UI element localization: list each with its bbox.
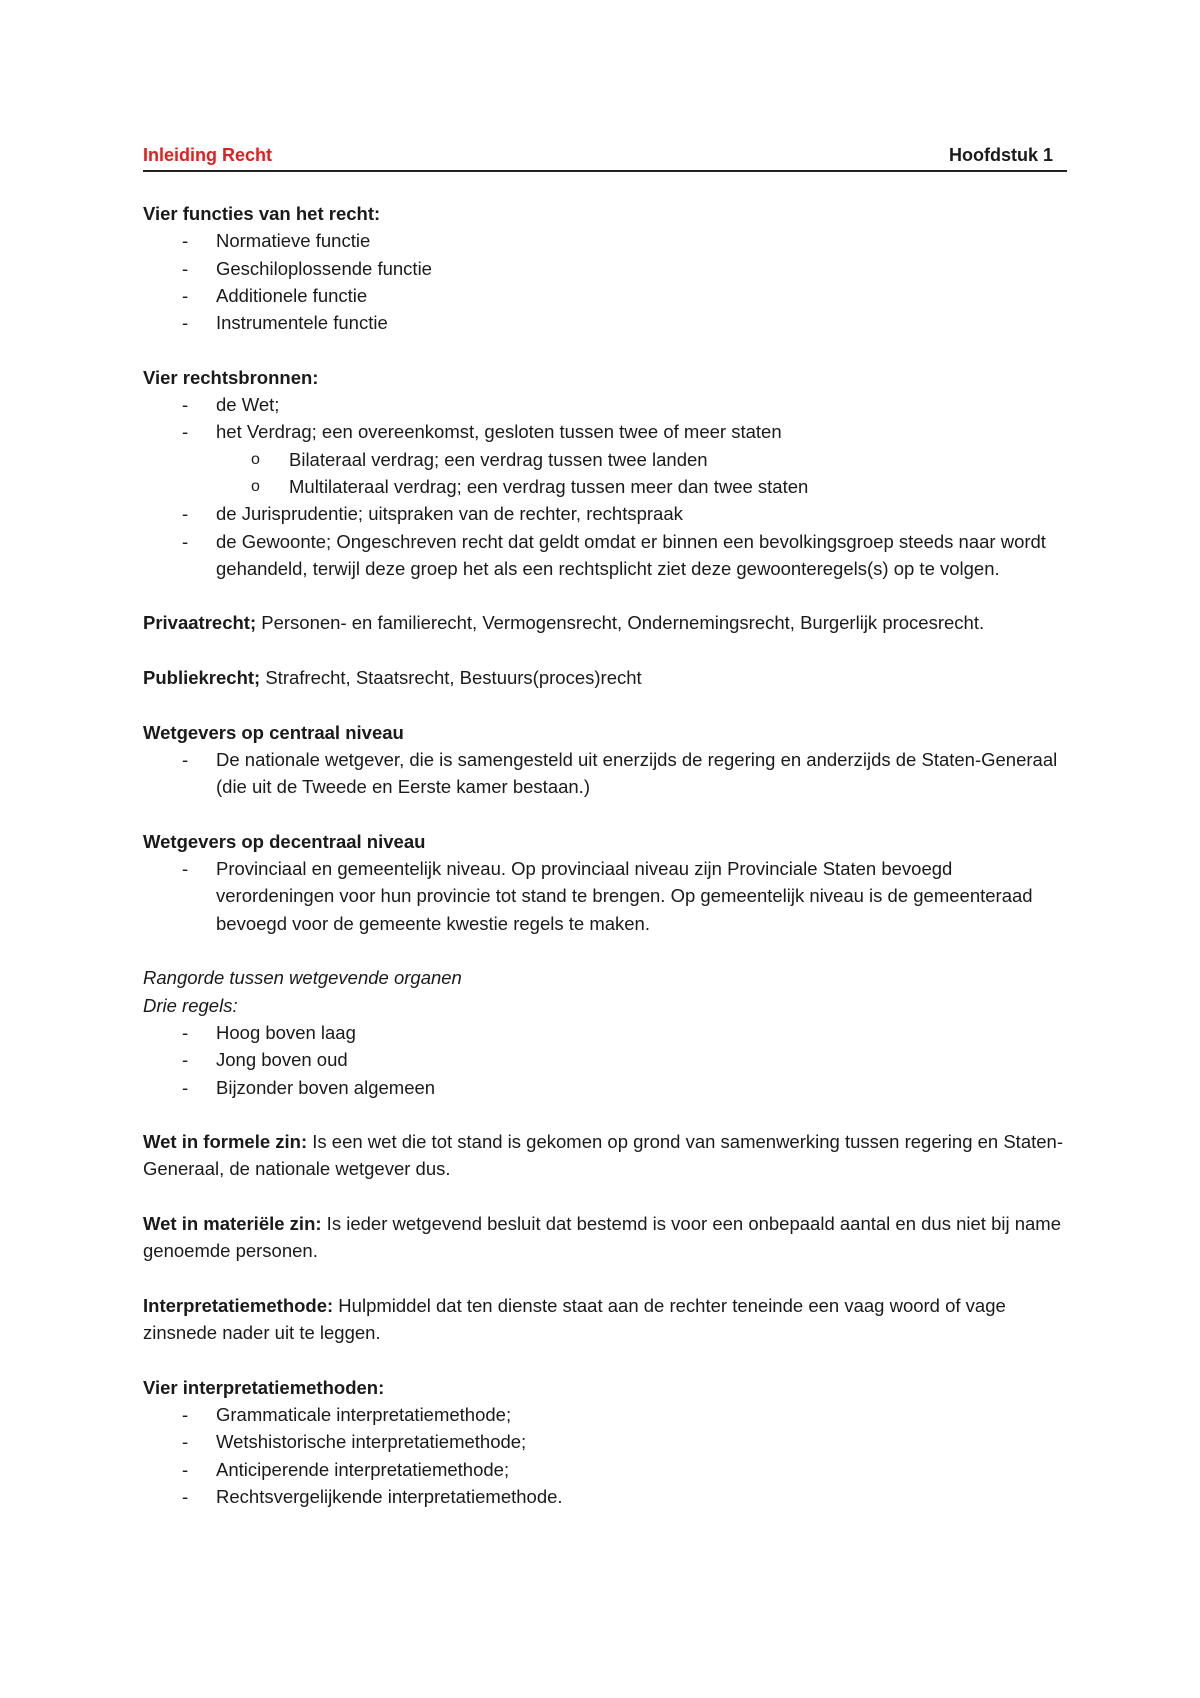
list-item: - Hoog boven laag: [143, 1019, 1067, 1046]
term-label: Wet in materiële zin:: [143, 1212, 322, 1234]
section-heading: Vier rechtsbronnen:: [143, 366, 319, 388]
sub-bullet-list: [216, 446, 1067, 501]
paragraph: [143, 1292, 1067, 1347]
section-heading: Wetgevers op centraal niveau: [143, 721, 404, 743]
section-rechtsbronnen: [143, 364, 1067, 582]
sub-list-item: o Multilateraal verdrag; een verdrag tussen meer dan twee staten: [216, 473, 1067, 500]
paragraph: [143, 1128, 1067, 1183]
term-text: Hulpmiddel dat ten dienste staat aan de rechter teneinde een vaag woord of vage zinsnede nader uit te leggen.: [143, 1294, 1006, 1344]
list-item: - Anticiperende interpretatiemethode;: [143, 1456, 1067, 1483]
section-heading: Wetgevers op decentraal niveau: [143, 830, 426, 852]
list-item: - Geschiloplossende functie: [143, 255, 1067, 282]
section-heading: Vier interpretatiemethoden:: [143, 1376, 385, 1398]
document-page: [143, 136, 1067, 1538]
list-item: - Rechtsvergelijkende interpretatiemethode.: [143, 1483, 1067, 1510]
bullet-list: [143, 1401, 1067, 1510]
section-interpretatiemethode: [143, 1292, 1067, 1347]
section-rangorde: [143, 964, 1067, 1100]
term-label: Interpretatiemethode:: [143, 1294, 334, 1316]
chapter-label: Hoofdstuk 1: [948, 145, 1053, 165]
bullet-list: [143, 391, 1067, 582]
section-functies: [143, 200, 1067, 336]
document-title: Inleiding Recht: [143, 145, 273, 165]
list-item: - de Jurisprudentie; uitspraken van de rechter, rechtspraak: [143, 500, 1067, 527]
bullet-list: [143, 227, 1067, 336]
list-item: - Instrumentele functie: [143, 309, 1067, 336]
list-item: - Provinciaal en gemeentelijk niveau. Op provinciaal niveau zijn Provinciale Staten bevoegd verordeningen voor hun provincie tot stand te brengen. Op gemeentelijk niveau is de gemeenteraad bevoegd voor de gemeente kwestie regels te maken.: [143, 855, 1067, 937]
list-item: - Normatieve functie: [143, 227, 1067, 254]
bullet-list: [143, 855, 1067, 937]
section-heading: Rangorde tussen wetgevende organen: [143, 967, 462, 989]
section-heading: Vier functies van het recht:: [143, 203, 381, 224]
term-label: Wet in formele zin:: [143, 1131, 308, 1153]
list-item-text: het Verdrag; een overeenkomst, gesloten tussen twee of meer staten: [216, 421, 782, 443]
bullet-list: [143, 1019, 1067, 1101]
section-centraal: [143, 719, 1067, 801]
term-text: Is ieder wetgevend besluit dat bestemd is voor een onbepaald aantal en dus niet bij name genoemde personen.: [143, 1212, 1062, 1262]
section-decentraal: [143, 828, 1067, 937]
list-item: - Bijzonder boven algemeen: [143, 1074, 1067, 1101]
section-interpretatiemethoden: [143, 1374, 1067, 1510]
section-subheading: Drie regels:: [143, 994, 238, 1016]
list-item: - Wetshistorische interpretatiemethode;: [143, 1428, 1067, 1455]
term-text: Is een wet die tot stand is gekomen op grond van samenwerking tussen regering en Staten-Generaal, de nationale wetgever dus.: [143, 1131, 1063, 1180]
bullet-list: [143, 746, 1067, 801]
section-materiele-zin: [143, 1210, 1067, 1265]
list-item: - de Wet;: [143, 391, 1067, 418]
list-item: - Jong boven oud: [143, 1046, 1067, 1073]
paragraph: [143, 609, 1067, 636]
list-item: - Additionele functie: [143, 282, 1067, 309]
section-publiekrecht: [143, 664, 1067, 691]
term-text: Strafrecht, Staatsrecht, Bestuurs(proces)recht: [260, 667, 642, 689]
term-label: Publiekrecht;: [143, 667, 261, 689]
section-formele-zin: [143, 1128, 1067, 1183]
document-body: [143, 200, 1067, 1510]
list-item: - De nationale wetgever, die is samengesteld uit enerzijds de regering en anderzijds de Staten-Generaal (die uit de Tweede en Eerste kamer bestaan.): [143, 746, 1067, 801]
term-label: Privaatrecht;: [143, 612, 257, 634]
sub-list-item: o Bilateraal verdrag; een verdrag tussen twee landen: [216, 446, 1067, 473]
page-header: [143, 136, 1067, 172]
list-item: - de Gewoonte; Ongeschreven recht dat geldt omdat er binnen een bevolkingsgroep steeds naar wordt gehandeld, terwijl deze groep het als een rechtsplicht ziet deze gewoonteregels(s) op te volgen.: [143, 528, 1067, 583]
term-text: Personen- en familierecht, Vermogensrecht, Ondernemingsrecht, Burgerlijk procesrecht.: [256, 612, 985, 634]
paragraph: [143, 664, 1067, 691]
list-item: [143, 418, 1067, 500]
list-item: - Grammaticale interpretatiemethode;: [143, 1401, 1067, 1428]
paragraph: [143, 1210, 1067, 1265]
section-privaatrecht: [143, 609, 1067, 636]
